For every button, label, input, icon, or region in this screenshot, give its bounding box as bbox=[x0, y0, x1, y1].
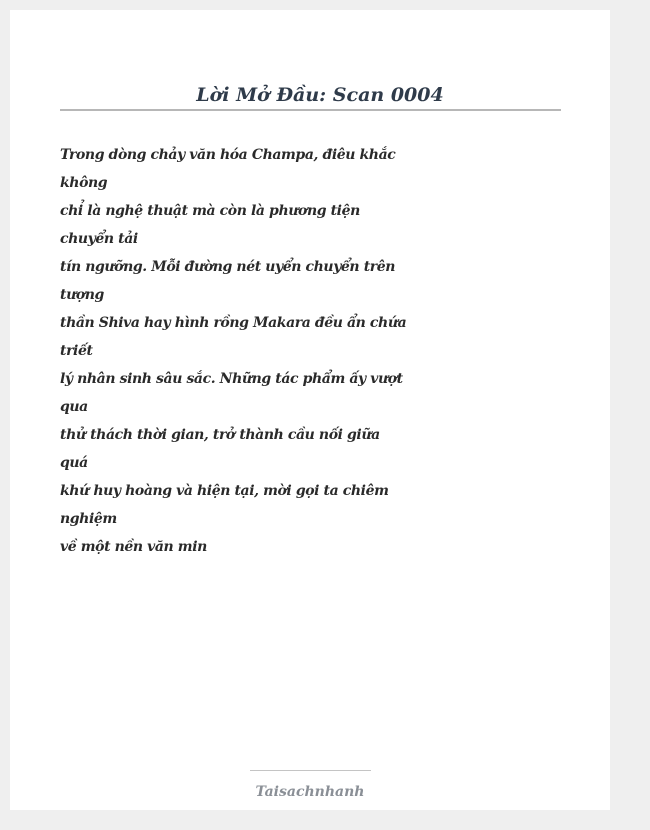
text-line: Trong dòng chảy văn hóa Champa, điêu khắc bbox=[60, 147, 396, 163]
text-line: qua bbox=[60, 399, 88, 415]
title-divider bbox=[60, 109, 561, 111]
text-line: thần Shiva hay hình rồng Makara đều ẩn chứa bbox=[60, 315, 407, 331]
text-line: tượng bbox=[60, 287, 104, 303]
text-line: về một nền văn min bbox=[60, 539, 207, 555]
text-line: triết bbox=[60, 343, 93, 359]
text-line: quá bbox=[60, 455, 88, 471]
page-title: Lời Mở Đầu: Scan 0004 bbox=[196, 84, 444, 106]
text-line: tín ngưỡng. Mỗi đường nét uyển chuyển trên bbox=[60, 259, 396, 275]
body-text bbox=[60, 141, 407, 561]
text-line: không bbox=[60, 175, 108, 191]
text-line: khứ huy hoàng và hiện tại, mời gọi ta chiêm bbox=[60, 483, 389, 499]
footer-divider bbox=[250, 770, 371, 771]
text-line: chuyển tải bbox=[60, 231, 138, 247]
text-line: lý nhân sinh sâu sắc. Những tác phẩm ấy vượt bbox=[60, 371, 403, 387]
text-line: chỉ là nghệ thuật mà còn là phương tiện bbox=[60, 203, 360, 219]
text-line: nghiệm bbox=[60, 511, 117, 527]
document-page bbox=[10, 10, 610, 810]
text-line: thử thách thời gian, trở thành cầu nối giữa bbox=[60, 427, 380, 443]
footer-source: Taisachnhanh bbox=[255, 784, 365, 800]
